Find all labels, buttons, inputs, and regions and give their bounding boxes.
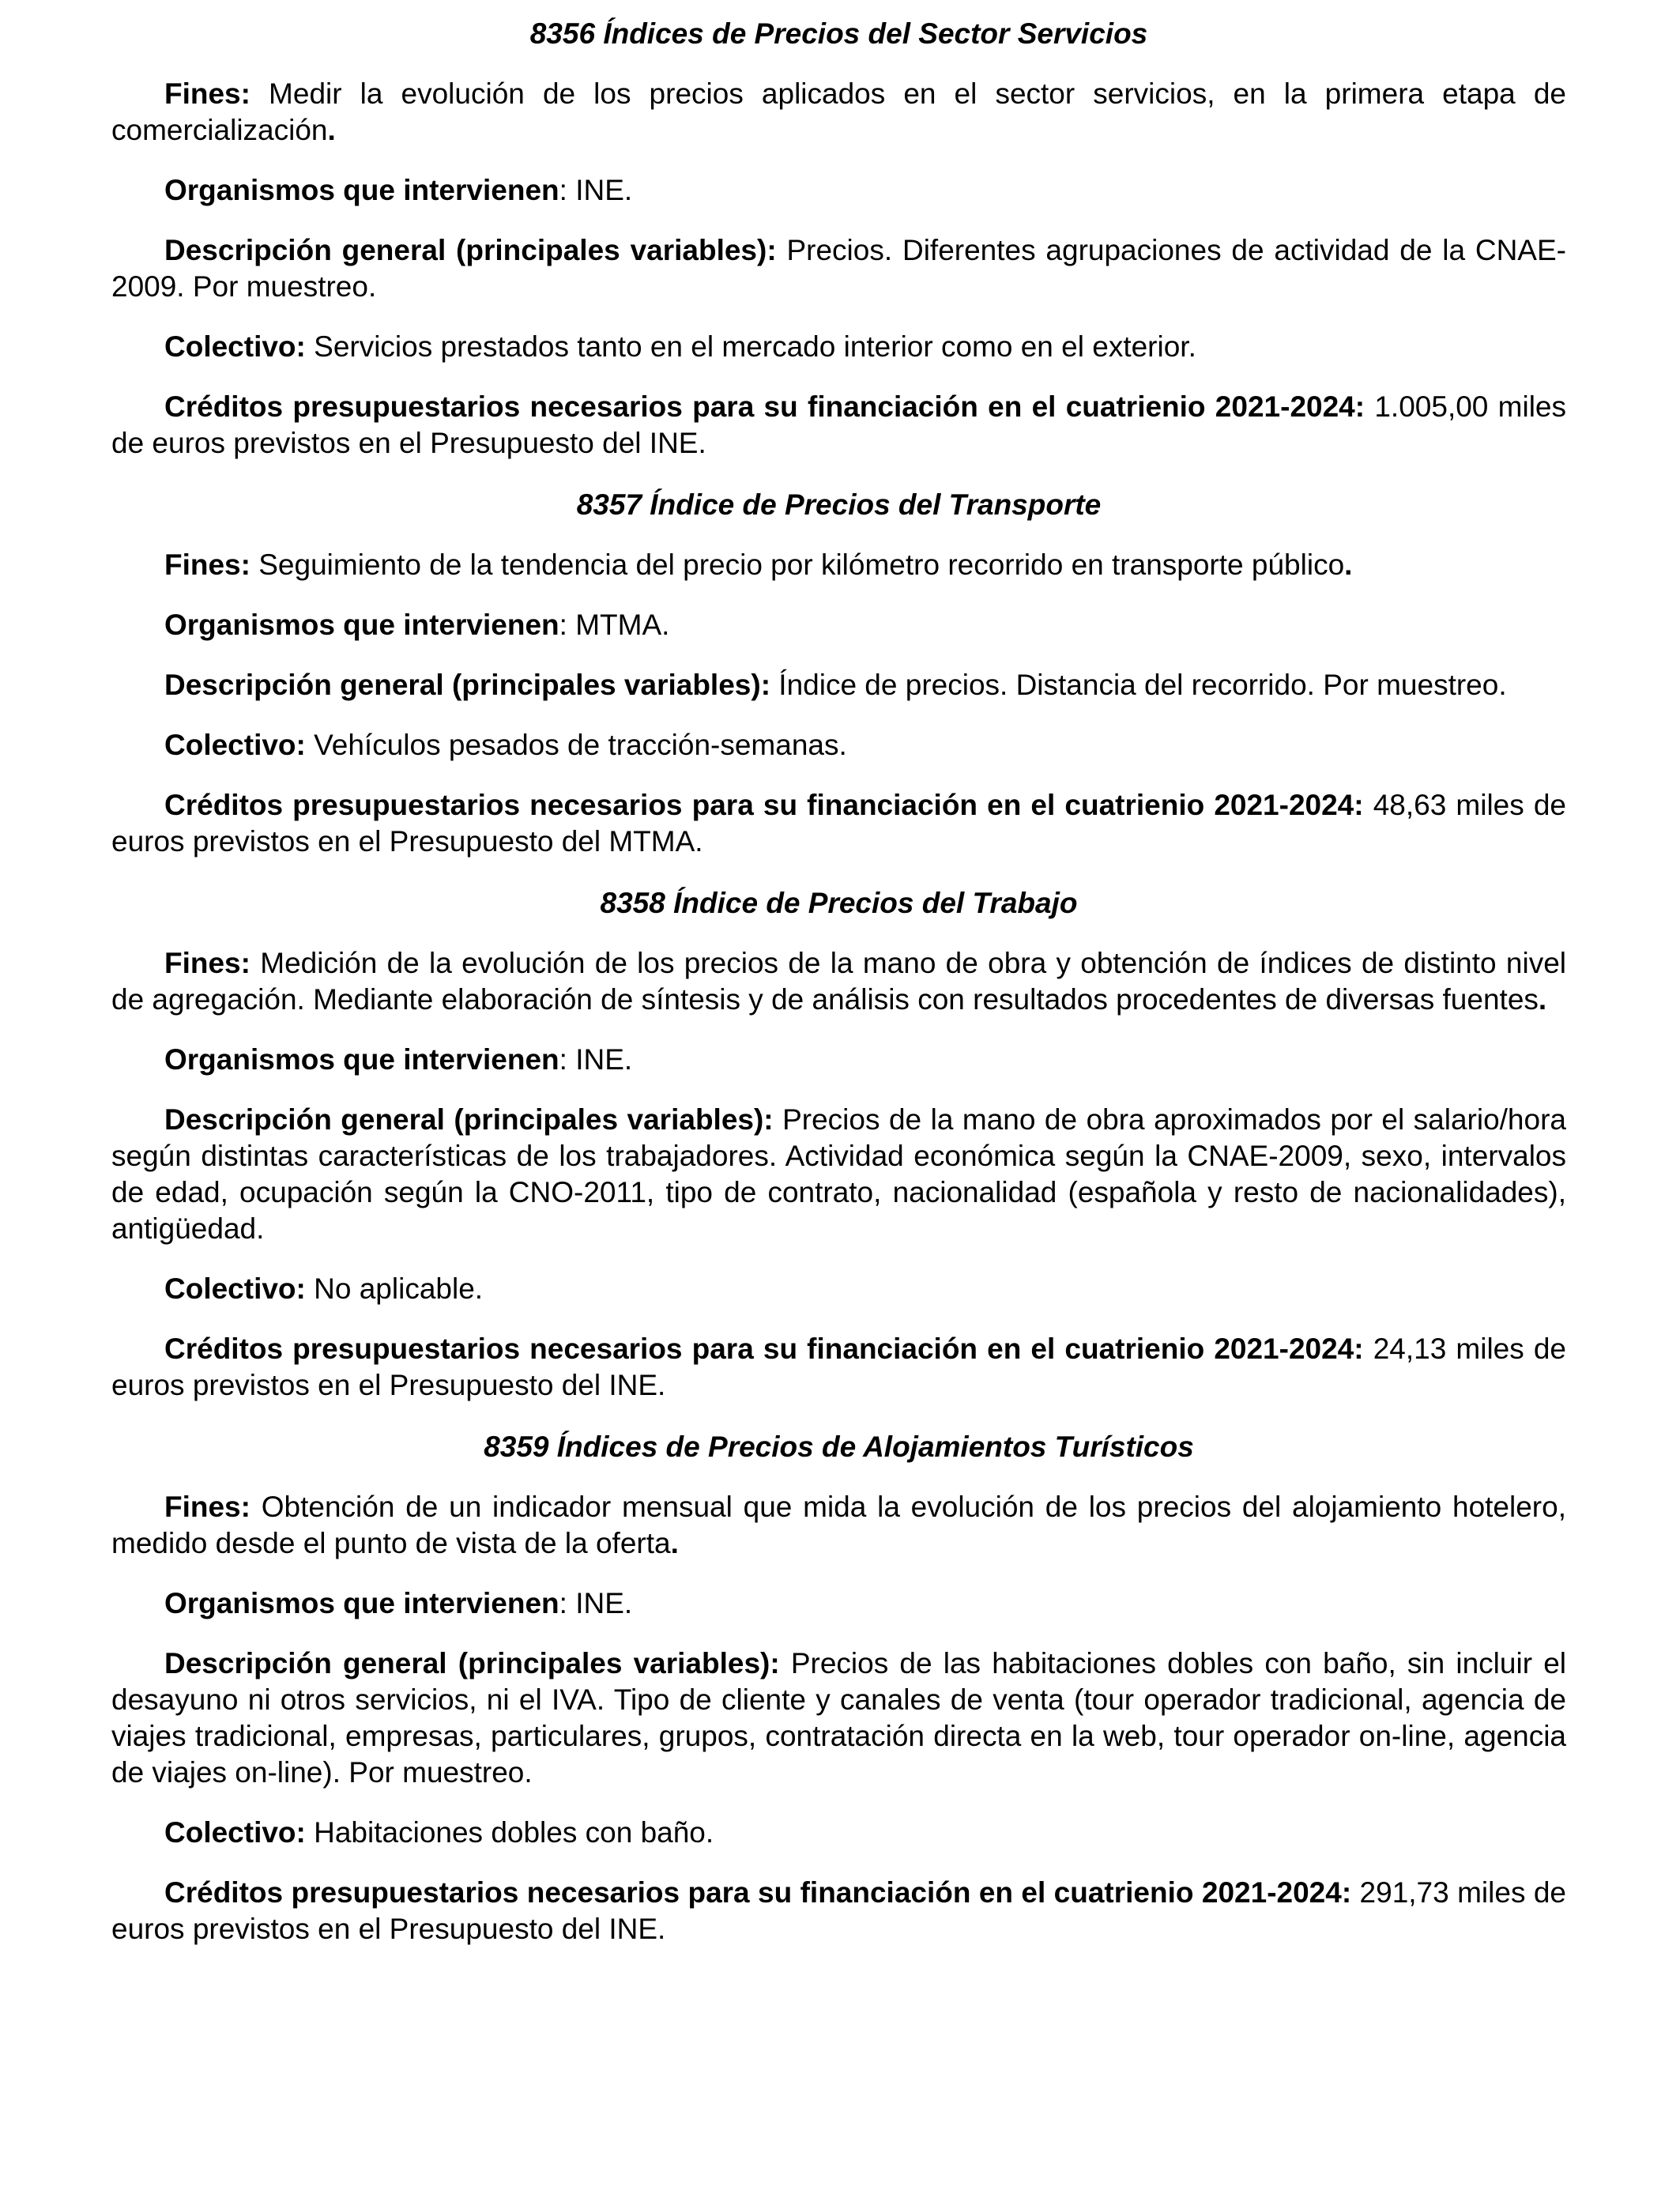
fines-label: Fines: bbox=[164, 77, 250, 110]
operation-section-8357 bbox=[111, 487, 1566, 860]
fines-label: Fines: bbox=[164, 947, 250, 979]
fines-label: Fines: bbox=[164, 1491, 250, 1523]
colectivo-text: Vehículos pesados de tracción-semanas. bbox=[305, 729, 847, 761]
organismos-text: : INE. bbox=[559, 174, 633, 206]
section-title: 8356 Índices de Precios del Sector Servicios bbox=[529, 17, 1148, 50]
descripcion-text: Precios de la mano de obra aproximados por el salario/hora según distintas características de los trabajadores. Actividad económica según la CNAE-2009, sexo, intervalos de edad, ocupación según la CNO-2011, tipo de contrato, nacionalidad (española y resto de nacionalidades), antigüedad. bbox=[111, 1103, 1566, 1245]
fines-end: . bbox=[1538, 983, 1547, 1016]
creditos-label: Créditos presupuestarios necesarios para su financiación en el cuatrienio 2021-2024: bbox=[164, 789, 1364, 821]
descripcion-label: Descripción general (principales variables): bbox=[164, 669, 771, 701]
descripcion-paragraph bbox=[111, 232, 1566, 305]
fines-paragraph bbox=[111, 76, 1566, 149]
descripcion-paragraph bbox=[111, 1646, 1566, 1791]
organismos-paragraph bbox=[111, 1585, 1566, 1622]
colectivo-text: Habitaciones dobles con baño. bbox=[305, 1816, 714, 1849]
fines-text: Medición de la evolución de los precios de la mano de obra y obtención de índices de distinto nivel de agregación. Mediante elaboración de síntesis y de análisis con resultados procedentes de diversas fuentes bbox=[111, 947, 1566, 1016]
fines-text: Seguimiento de la tendencia del precio por kilómetro recorrido en transporte público bbox=[250, 548, 1345, 581]
operation-section-8359 bbox=[111, 1429, 1566, 1947]
organismos-label: Organismos que intervienen bbox=[164, 1587, 559, 1619]
descripcion-text: Precios de las habitaciones dobles con baño, sin incluir el desayuno ni otros servicios, ni el IVA. Tipo de cliente y canales de venta (tour operador tradicional, agencia de viajes tradicional, empresas, particulares, grupos, contratación directa en la web, tour operador on-line, agencia de viajes on-line). Por muestreo. bbox=[111, 1647, 1566, 1789]
colectivo-label: Colectivo: bbox=[164, 1816, 306, 1849]
colectivo-label: Colectivo: bbox=[164, 729, 306, 761]
organismos-text: : INE. bbox=[559, 1043, 633, 1076]
creditos-label: Créditos presupuestarios necesarios para su financiación en el cuatrienio 2021-2024: bbox=[164, 1876, 1352, 1909]
descripcion-label: Descripción general (principales variables): bbox=[164, 234, 777, 266]
fines-paragraph bbox=[111, 945, 1566, 1018]
creditos-text: 291,73 miles de euros previstos en el Presupuesto del INE. bbox=[111, 1876, 1566, 1945]
colectivo-paragraph bbox=[111, 329, 1566, 365]
fines-paragraph bbox=[111, 1489, 1566, 1562]
descripcion-paragraph bbox=[111, 1102, 1566, 1247]
descripcion-paragraph bbox=[111, 667, 1566, 703]
organismos-text: : INE. bbox=[559, 1587, 633, 1619]
creditos-label: Créditos presupuestarios necesarios para su financiación en el cuatrienio 2021-2024: bbox=[164, 1333, 1364, 1365]
colectivo-label: Colectivo: bbox=[164, 330, 306, 363]
creditos-text: 1.005,00 miles de euros previstos en el Presupuesto del INE. bbox=[111, 390, 1566, 459]
organismos-label: Organismos que intervienen bbox=[164, 1043, 559, 1076]
creditos-paragraph bbox=[111, 1875, 1566, 1947]
fines-end: . bbox=[327, 114, 336, 146]
section-title: 8357 Índice de Precios del Transporte bbox=[576, 488, 1102, 521]
descripcion-text: Índice de precios. Distancia del recorrido. Por muestreo. bbox=[770, 669, 1507, 701]
section-title: 8359 Índices de Precios de Alojamientos Turísticos bbox=[484, 1431, 1194, 1463]
creditos-text: 24,13 miles de euros previstos en el Presupuesto del INE. bbox=[111, 1333, 1566, 1401]
creditos-text: 48,63 miles de euros previstos en el Presupuesto del MTMA. bbox=[111, 789, 1566, 858]
operation-section-8358 bbox=[111, 885, 1566, 1404]
colectivo-paragraph bbox=[111, 1271, 1566, 1307]
descripcion-label: Descripción general (principales variables): bbox=[164, 1647, 780, 1679]
colectivo-paragraph bbox=[111, 727, 1566, 763]
organismos-text: : MTMA. bbox=[559, 609, 670, 641]
colectivo-label: Colectivo: bbox=[164, 1272, 306, 1305]
organismos-paragraph bbox=[111, 1042, 1566, 1078]
organismos-label: Organismos que intervienen bbox=[164, 609, 559, 641]
creditos-label: Créditos presupuestarios necesarios para su financiación en el cuatrienio 2021-2024: bbox=[164, 390, 1365, 423]
colectivo-text: No aplicable. bbox=[305, 1272, 484, 1305]
fines-end: . bbox=[1344, 548, 1353, 581]
colectivo-paragraph bbox=[111, 1815, 1566, 1851]
organismos-label: Organismos que intervienen bbox=[164, 174, 559, 206]
section-title: 8358 Índice de Precios del Trabajo bbox=[600, 887, 1078, 919]
operation-section-8356 bbox=[111, 16, 1566, 462]
colectivo-text: Servicios prestados tanto en el mercado interior como en el exterior. bbox=[305, 330, 1196, 363]
creditos-paragraph bbox=[111, 1331, 1566, 1404]
fines-text: Obtención de un indicador mensual que mida la evolución de los precios del alojamiento hotelero, medido desde el punto de vista de la oferta bbox=[111, 1491, 1566, 1559]
descripcion-label: Descripción general (principales variables): bbox=[164, 1103, 774, 1136]
fines-paragraph bbox=[111, 547, 1566, 583]
descripcion-text: Precios. Diferentes agrupaciones de actividad de la CNAE-2009. Por muestreo. bbox=[111, 234, 1566, 303]
creditos-paragraph bbox=[111, 389, 1566, 462]
creditos-paragraph bbox=[111, 787, 1566, 860]
fines-end: . bbox=[670, 1527, 679, 1559]
fines-text: Medir la evolución de los precios aplicados en el sector servicios, en la primera etapa de comercialización bbox=[111, 77, 1566, 146]
fines-label: Fines: bbox=[164, 548, 250, 581]
organismos-paragraph bbox=[111, 607, 1566, 643]
organismos-paragraph bbox=[111, 172, 1566, 209]
